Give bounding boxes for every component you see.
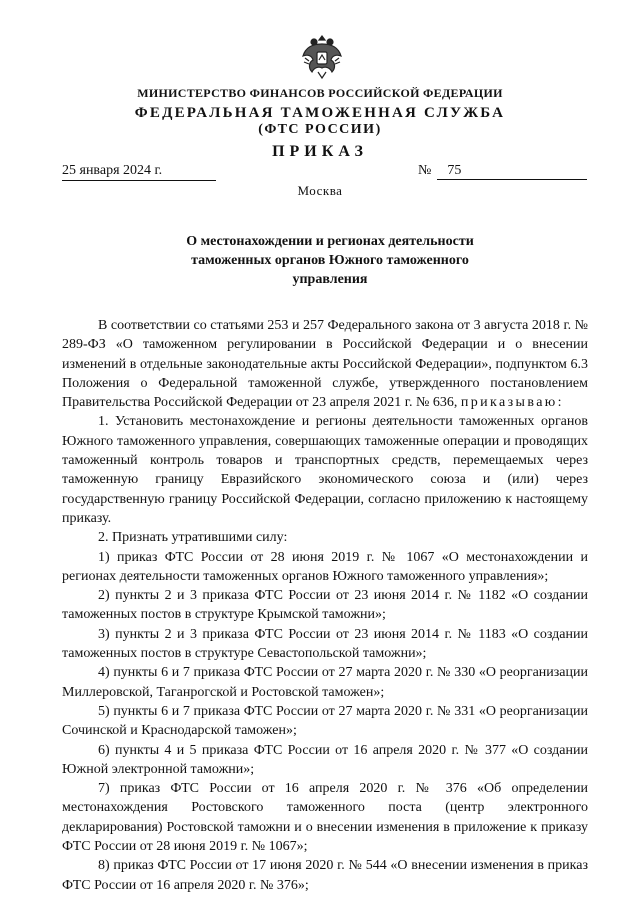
list-item: 7) приказ ФТС России от 16 апреля 2020 г. № 376 «Об определении местонахождения Ростовского таможенного поста (центр электронного декларирования) Ростовской таможни и о внесении изменения в приложение к приказу ФТС России от 28 июня 2019 г. № 1067»; — [62, 781, 588, 855]
order-number: 75 — [437, 163, 587, 180]
list-item: 1) приказ ФТС России от 28 июня 2019 г. № 1067 «О местонахождении и регионах деятельности таможенных органов Южного таможенного управления»; — [62, 549, 588, 584]
order-number-block — [418, 163, 587, 180]
preamble — [62, 316, 588, 412]
service-name: ФЕДЕРАЛЬНАЯ ТАМОЖЕННАЯ СЛУЖБА — [134, 105, 506, 121]
order-subject: О местонахождении и регионах деятельности таможенных органов Южного таможенного управления — [186, 234, 474, 287]
order-body — [62, 316, 588, 895]
order-date: 25 января 2024 г. — [62, 163, 216, 181]
list-item: 4) пункты 6 и 7 приказа ФТС России от 27 марта 2020 г. № 330 «О реорганизации Миллеровской, Таганрогской и Ростовской таможен»; — [62, 665, 588, 700]
paragraph-1: 1. Установить местонахождение и регионы деятельности таможенных органов Южного таможенного управления, совершающих таможенные операции и проводящих таможенный контроль товаров и транспортных средств, перемещаемых через таможенную границу Евразийского экономического союза и (или) через государственную границу Российской Федерации, согласно приложению к настоящему приказу. — [62, 414, 588, 526]
ministry-name: МИНИСТЕРСТВО ФИНАНСОВ РОССИЙСКОЙ ФЕДЕРАЦИИ — [137, 86, 503, 100]
service-short-name: (ФТС РОССИИ) — [258, 122, 382, 137]
paragraph-2: 2. Признать утратившими силу: — [98, 530, 288, 546]
list-item: 8) приказ ФТС России от 17 июня 2020 г. № 544 «О внесении изменения в приказ ФТС России от 16 апреля 2020 г. № 376»; — [62, 858, 588, 893]
list-item: 5) пункты 6 и 7 приказа ФТС России от 27 марта 2020 г. № 331 «О реорганизации Сочинской и Краснодарской таможен»; — [62, 703, 588, 739]
order-word: приказываю: — [460, 395, 564, 411]
document-type: ПРИКАЗ — [272, 143, 368, 160]
city: Москва — [297, 183, 343, 198]
list-item: 3) пункты 2 и 3 приказа ФТС России от 23 июня 2014 г. № 1183 «О создании таможенных постов в структуре Севастопольской таможни»; — [62, 626, 588, 662]
list-item: 2) пункты 2 и 3 приказа ФТС России от 23 июня 2014 г. № 1182 «О создании таможенных постов в структуре Крымской таможни»; — [62, 588, 588, 623]
state-emblem-icon — [300, 30, 344, 80]
number-label: № — [418, 163, 432, 178]
preamble-text: В соответствии со статьями 253 и 257 Федерального закона от 3 августа 2018 г. № 289-ФЗ «О таможенном регулировании в Российской Федерации и о внесении изменений в отдельные законодательные акты Российской Федерации», подпунктом 6.3 Положения о Федеральной таможенной службе, утвержденного постановлением Правительства Российской Федерации от 23 апреля 2021 г. № 636, — [62, 318, 588, 411]
list-item: 6) пункты 4 и 5 приказа ФТС России от 16 апреля 2020 г. № 377 «О создании Южной электронной таможни»; — [62, 742, 588, 777]
